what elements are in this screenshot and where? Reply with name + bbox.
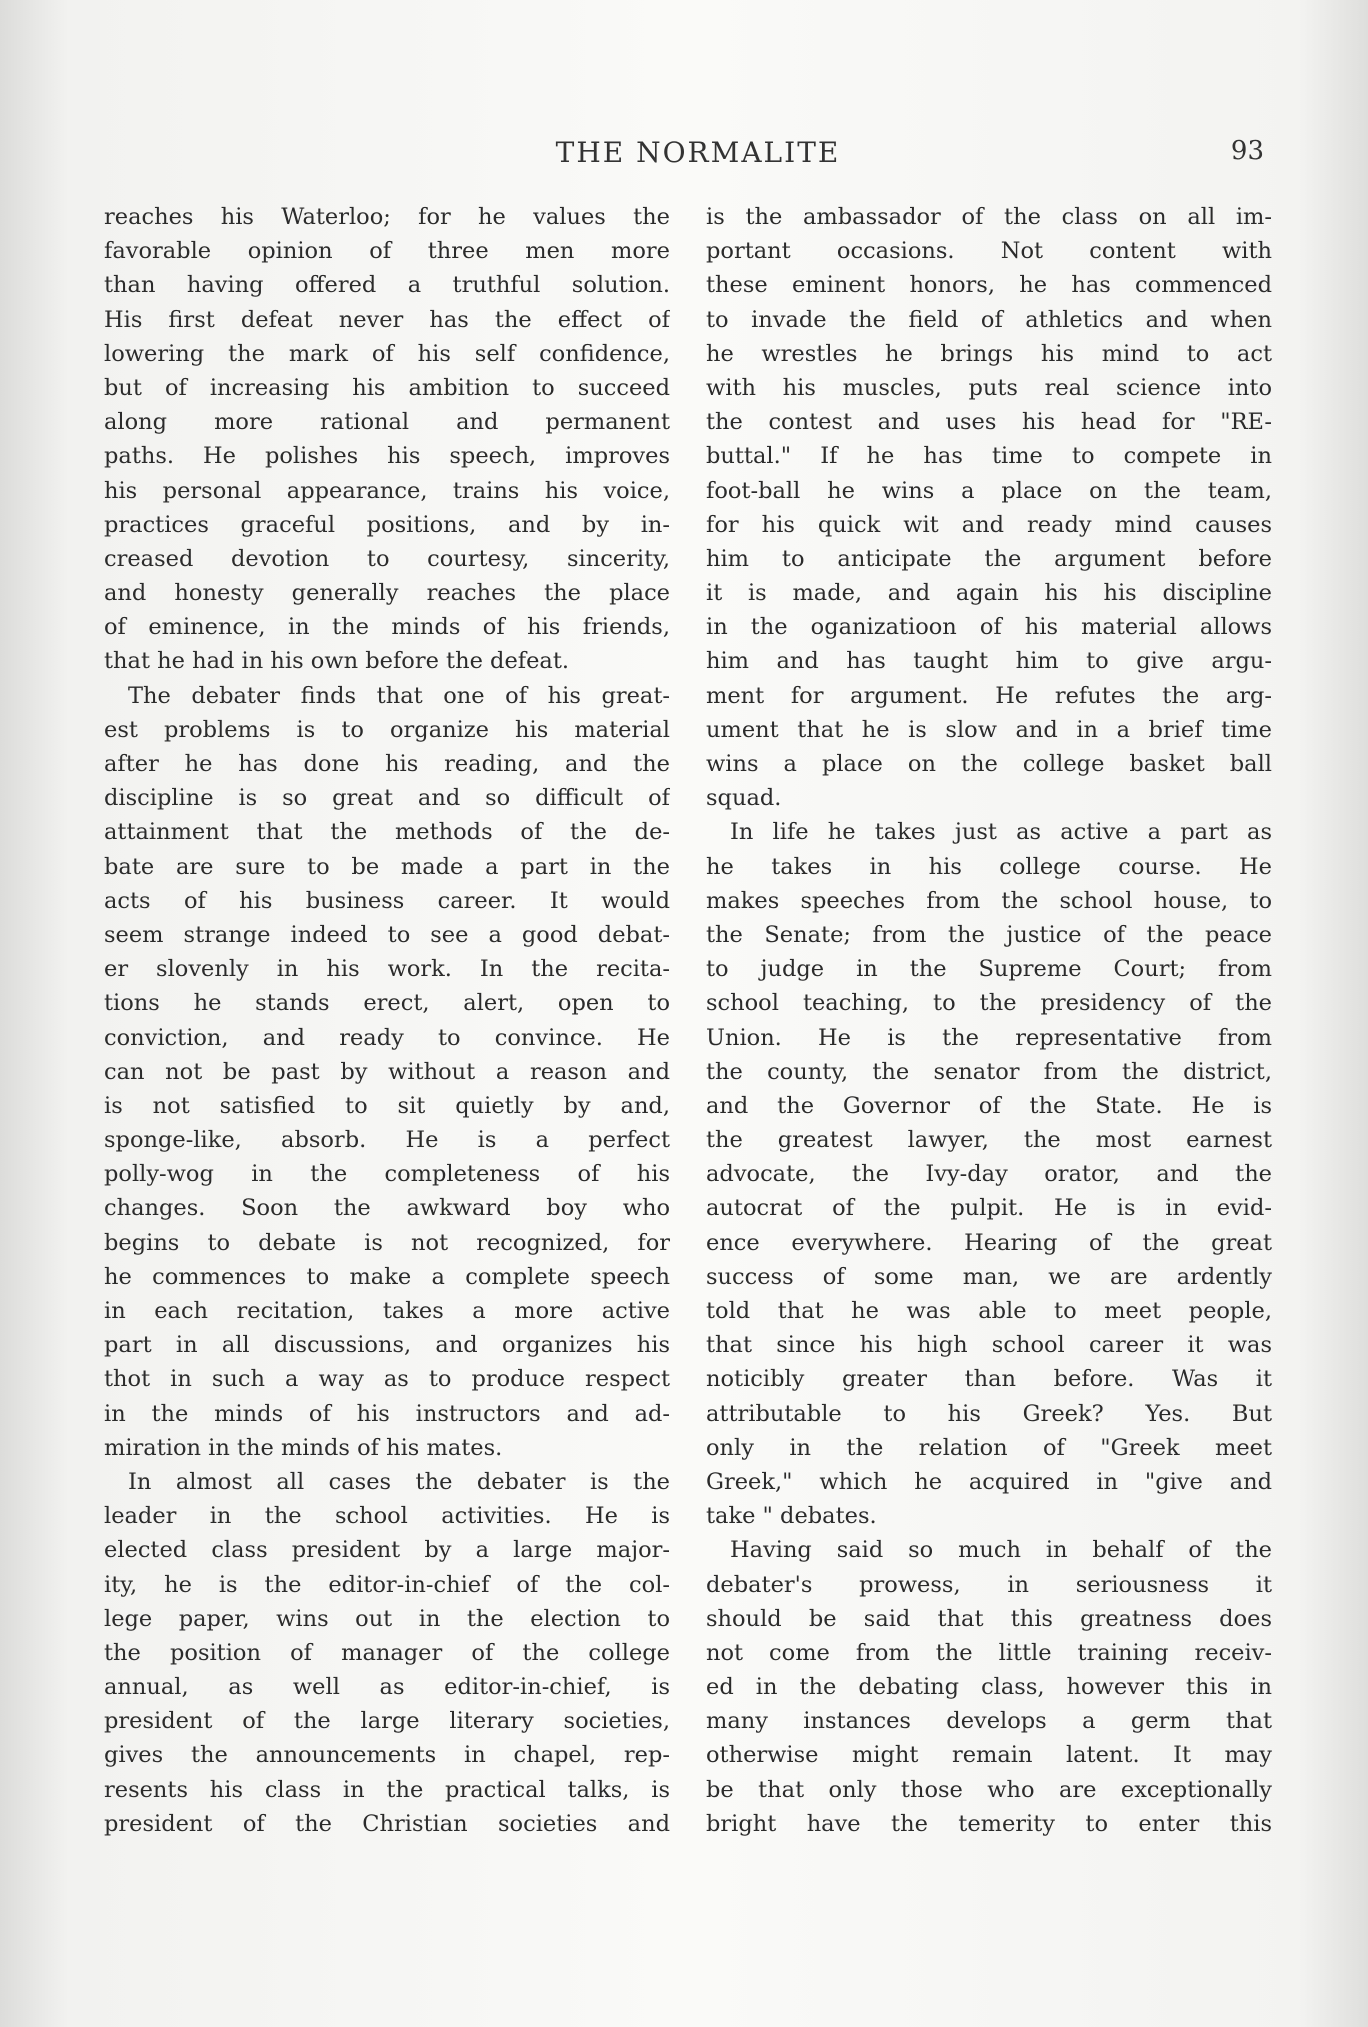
text-line: portant occasions. Not content with: [706, 238, 1272, 265]
text-line: he wrestles he brings his mind to act: [706, 340, 1272, 367]
text-line: is not satisfied to sit quietly by and,: [104, 1092, 670, 1119]
text-line: debater's prowess, in seriousness it: [706, 1571, 1272, 1598]
text-line: makes speeches from the school house, to: [706, 887, 1272, 914]
text-line: but of increasing his ambition to succeed: [104, 374, 670, 401]
text-line: can not be past by without a reason and: [104, 1058, 670, 1085]
text-line: success of some man, we are ardently: [706, 1263, 1272, 1290]
text-line: Greek," which he acquired in "give and: [706, 1468, 1272, 1495]
text-line: for his quick wit and ready mind causes: [706, 511, 1272, 538]
text-line: he takes in his college course. He: [706, 853, 1272, 880]
text-line: begins to debate is not recognized, for: [104, 1229, 670, 1256]
text-line: part in all discussions, and organizes his: [104, 1332, 670, 1359]
text-line: ity, he is the editor-in-chief of the col-: [104, 1571, 670, 1598]
text-line: lege paper, wins out in the election to: [104, 1605, 670, 1632]
text-line: be that only those who are exceptionally: [706, 1776, 1272, 1803]
text-line: the Senate; from the justice of the peace: [706, 921, 1272, 948]
text-line: him to anticipate the argument before: [706, 545, 1272, 572]
text-line: ument that he is slow and in a brief time: [706, 716, 1272, 743]
page-number: 93: [1230, 136, 1264, 166]
text-line: In life he takes just as active a part as: [730, 819, 1272, 846]
text-line: with his muscles, puts real science into: [706, 374, 1272, 401]
text-line: many instances develops a germ that: [706, 1708, 1272, 1735]
text-line: conviction, and ready to convince. He: [104, 1024, 670, 1051]
text-line: resents his class in the practical talks, is: [104, 1776, 670, 1803]
text-line: school teaching, to the presidency of the: [706, 990, 1272, 1017]
text-line: His first defeat never has the effect of: [104, 306, 670, 333]
text-line: in the oganizatioon of his material allows: [706, 614, 1272, 641]
text-line: to invade the field of athletics and when: [706, 306, 1272, 333]
text-line: not come from the little training receiv-: [706, 1639, 1272, 1666]
text-line: buttal." If he has time to compete in: [706, 443, 1272, 470]
text-line: the contest and uses his head for "RE-: [706, 409, 1272, 436]
text-line: these eminent honors, he has commenced: [706, 272, 1272, 299]
text-line: gives the announcements in chapel, rep-: [104, 1742, 670, 1769]
text-line: his personal appearance, trains his voice,: [104, 477, 670, 504]
text-line: along more rational and permanent: [104, 409, 670, 436]
text-line: seem strange indeed to see a good debat-: [104, 921, 670, 948]
text-line: attainment that the methods of the de-: [104, 819, 670, 846]
text-line: changes. Soon the awkward boy who: [104, 1195, 670, 1222]
text-line: sponge-like, absorb. He is a perfect: [104, 1127, 670, 1154]
left-text-column: [104, 200, 670, 1841]
text-line: practices graceful positions, and by in-: [104, 511, 670, 538]
text-line: foot-ball he wins a place on the team,: [706, 477, 1272, 504]
right-text-column: [706, 200, 1272, 1841]
text-line: reaches his Waterloo; for he values the: [104, 204, 670, 230]
text-line: should be said that this greatness does: [706, 1605, 1272, 1632]
text-line: noticibly greater than before. Was it: [706, 1366, 1272, 1393]
text-line: is the ambassador of the class on all im-: [706, 204, 1272, 230]
text-line: Having said so much in behalf of the: [730, 1537, 1272, 1564]
text-line: and the Governor of the State. He is: [706, 1092, 1272, 1119]
text-line: that he had in his own before the defeat.: [104, 648, 570, 675]
text-line: paths. He polishes his speech, improves: [104, 443, 670, 470]
text-line: lowering the mark of his self confidence,: [104, 340, 670, 367]
text-line: est problems is to organize his material: [104, 716, 670, 743]
text-line: leader in the school activities. He is: [104, 1503, 670, 1530]
text-line: wins a place on the college basket ball: [706, 751, 1272, 777]
text-line: elected class president by a large major-: [104, 1537, 670, 1564]
text-line: president of the large literary societies,: [104, 1708, 670, 1735]
text-line: advocate, the Ivy-day orator, and the: [706, 1161, 1272, 1188]
text-line: miration in the minds of his mates.: [104, 1434, 503, 1461]
text-line: autocrat of the pulpit. He is in evid-: [706, 1195, 1272, 1222]
text-line: creased devotion to courtesy, sincerity,: [104, 545, 670, 572]
text-line: only in the relation of "Greek meet: [706, 1434, 1272, 1461]
text-line: thot in such a way as to produce respect: [104, 1366, 670, 1393]
text-line: ence everywhere. Hearing of the great: [706, 1229, 1272, 1256]
text-line: him and has taught him to give argu-: [706, 648, 1272, 675]
text-line: The debater finds that one of his great-: [128, 682, 670, 709]
text-line: the position of manager of the college: [104, 1639, 670, 1666]
text-line: discipline is so great and so difficult of: [104, 785, 670, 812]
text-line: the greatest lawyer, the most earnest: [706, 1127, 1272, 1154]
text-line: annual, as well as editor-in-chief, is: [104, 1674, 670, 1701]
text-line: polly-wog in the completeness of his: [104, 1161, 670, 1188]
text-line: that since his high school career it was: [706, 1332, 1272, 1359]
text-line: the county, the senator from the district,: [706, 1058, 1272, 1085]
running-title: THE NORMALITE: [555, 136, 841, 169]
text-line: acts of his business career. It would: [104, 887, 670, 914]
text-line: In almost all cases the debater is the: [128, 1468, 670, 1495]
text-line: ment for argument. He refutes the arg-: [706, 682, 1272, 709]
text-line: ed in the debating class, however this in: [706, 1674, 1272, 1701]
text-line: otherwise might remain latent. It may: [706, 1742, 1272, 1769]
text-line: after he has done his reading, and the: [104, 751, 670, 777]
text-line: of eminence, in the minds of his friends,: [104, 614, 670, 641]
text-line: favorable opinion of three men more: [104, 238, 670, 265]
text-line: he commences to make a complete speech: [104, 1263, 670, 1290]
text-line: take " debates.: [706, 1503, 877, 1530]
text-line: than having offered a truthful solution.: [104, 272, 670, 299]
text-line: it is made, and again his his discipline: [706, 580, 1272, 607]
text-line: Union. He is the representative from: [706, 1024, 1272, 1051]
text-line: and honesty generally reaches the place: [104, 580, 670, 607]
text-line: tions he stands erect, alert, open to: [104, 990, 670, 1017]
text-line: er slovenly in his work. In the recita-: [104, 956, 670, 983]
text-line: in each recitation, takes a more active: [104, 1298, 670, 1324]
text-line: told that he was able to meet people,: [706, 1298, 1272, 1324]
text-line: bright have the temerity to enter this: [706, 1810, 1272, 1837]
text-line: to judge in the Supreme Court; from: [706, 956, 1272, 983]
text-line: in the minds of his instructors and ad-: [104, 1400, 670, 1427]
text-line: president of the Christian societies and: [104, 1810, 670, 1837]
text-line: bate are sure to be made a part in the: [104, 853, 670, 880]
text-line: squad.: [706, 785, 782, 812]
text-line: attributable to his Greek? Yes. But: [706, 1400, 1272, 1427]
